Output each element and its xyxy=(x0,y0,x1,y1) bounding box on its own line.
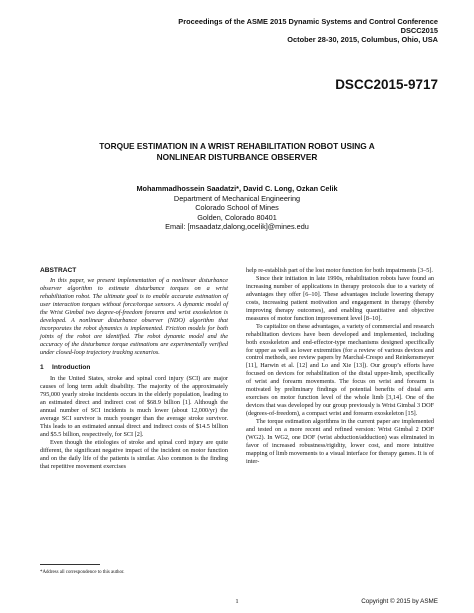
paper-title xyxy=(40,141,434,163)
conference-code: DSCC2015 xyxy=(400,26,438,36)
abstract-text: In this paper, we present implementation of a nonlinear disturbance observer algorithm to estimate disturbance torques on a wrist rehabilitation robot. The ultimate goal is to enable accurate estimation of user interaction torques without force/torque sensors. A dynamic model of the Wrist Gimbal two degree-of-freedom forearm and wrist exoskeleton is developed. A nonlinear disturbance observer (NDO) algorithm that incorporates the robot dynamics is implemented. Friction models for both joints of the robot are identified. The robot dynamic model and the accuracy of the disturbance torque estimations are experimentally verified under closed-loop trajectory tracking scenarios. xyxy=(40,276,228,356)
title-line-1: TORQUE ESTIMATION IN A WRIST REHABILITATION ROBOT USING A xyxy=(99,141,375,151)
conference-dates-location: October 28-30, 2015, Columbus, Ohio, USA xyxy=(287,35,438,45)
intro-paragraph-2: Even though the etiologies of stroke and spinal cord injury are quite different, the significant negative impact of the incident on motor function and on the daily life of the patients is similar. Also common is the finding that repetitive movement exercises xyxy=(40,439,228,470)
abstract-heading: ABSTRACT xyxy=(40,267,77,274)
intro-paragraph-5: The torque estimation algorithms in the current paper are implemented and tested on a more recent and refined version: Wrist Gimbal 2 DOF (WG2). In WG2, one DOF (wrist abduction/adduction) was eliminated in favor of increased robustness/rigidity, lower cost, and more intuitive mapping of limb movements to a visual interface for therapy games. It is of inter- xyxy=(246,418,434,465)
author-school: Colorado School of Mines xyxy=(195,203,279,213)
footnote: *Address all correspondence to this author. xyxy=(40,570,125,575)
intro-paragraph-3: Since their initiation in late 1990s, rehabilitation robots have found an increasing number of applications in therapy protocols due to a variety of advantages they offer [6–10]. These advantages include lowering therapy costs, increasing patient motivation and engagement in therapy (thereby improving therapy outcomes), and enabling quantitative and objective measures of motor function improvement level [8–10]. xyxy=(246,274,434,322)
section-heading-introduction xyxy=(40,364,228,372)
section-title: Introduction xyxy=(52,364,91,372)
right-column xyxy=(246,267,434,466)
author-names: Mohammadhossein Saadatzi*, David C. Long, Ozkan Celik xyxy=(136,184,338,193)
intro-paragraph-4: To capitalize on these advantages, a variety of commercial and research rehabilitation devices have been developed and implemented, including both exoskeleton and end-effector-type mechanisms designed specifically for upper as well as lower extremities (for a review of various devices and control methods, see review papers by Marchal-Crespo and Reinkensmeyer [11], Harwin et al. [12] and Lo and Xie [13]). Our group’s efforts have focused on devices for rehabilitation of the distal upper-limb, specifically of wrist and forearm movements. The focus on wrist and forearm is motivated by preliminary findings of potential benefits of distal arm exercises on motor function level of the whole limb [3,14]. One of the devices that was developed by our group previously is Wrist Gimbal 3 DOF (degrees-of-freedom), a compact wrist and forearm exoskeleton [15]. xyxy=(246,322,434,418)
paper-id: DSCC2015-9717 xyxy=(335,77,438,92)
author-city: Golden, Colorado 80401 xyxy=(197,212,277,222)
author-block xyxy=(40,184,434,232)
proceedings-header xyxy=(118,17,438,45)
footnote-divider xyxy=(40,564,100,565)
copyright-notice: Copyright © 2015 by ASME xyxy=(361,598,438,605)
page-number: 1 xyxy=(235,598,239,605)
section-number: 1 xyxy=(40,364,44,372)
title-line-2: NONLINEAR DISTURBANCE OBSERVER xyxy=(156,152,318,162)
intro-paragraph-1: In the United States, stroke and spinal cord injury (SCI) are major causes of long term adult disability. The majority of the approximately 795,000 yearly stroke incidents occurs in the elderly population, leading to an estimated direct and indirect cost of $68.9 billion [1]. Although the annual number of SCI incidents is much lower (about 12,000/yr) the average SCI survivor is much younger than the average stroke survivor. This leads to an estimated annual direct and indirect costs of $14.5 billion and $5.5 billion, respectively, for SCI [2]. xyxy=(40,375,228,439)
left-column xyxy=(40,267,228,471)
author-department: Department of Mechanical Engineering xyxy=(173,193,301,203)
intro-paragraph-2-continued: help re-establish part of the lost motor function for both impairments [3–5]. xyxy=(246,267,433,274)
proceedings-title: Proceedings of the ASME 2015 Dynamic Systems and Control Conference xyxy=(178,17,438,26)
author-email: Email: [msaadatz,dalong,ocelik]@mines.edu xyxy=(165,222,309,232)
